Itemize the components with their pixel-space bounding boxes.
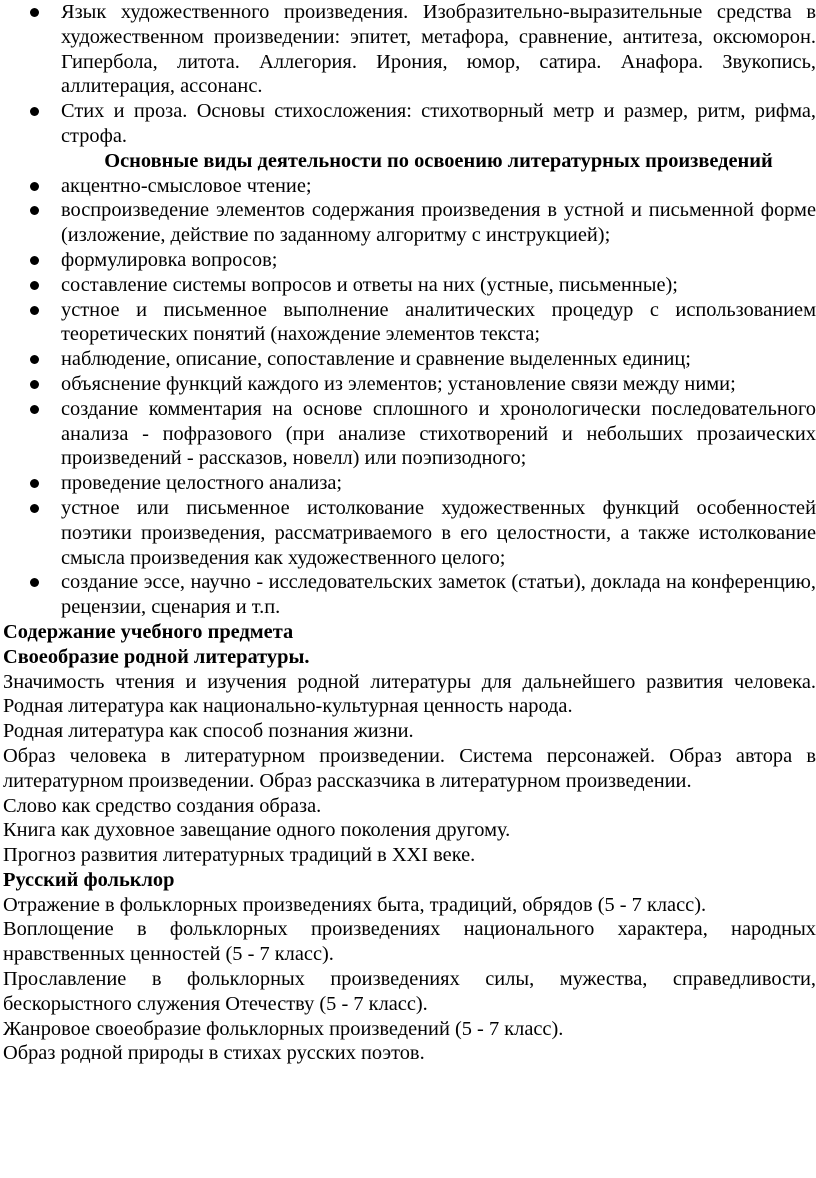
paragraph: Родная литература как способ познания жизни. — [3, 720, 414, 743]
list-item: устное и письменное выполнение аналитических процедур с использованием теоретических понятий (нахождение элементов текста; — [3, 298, 816, 348]
activities-list — [3, 174, 816, 620]
paragraph: Значимость чтения и изучения родной литературы для дальнейшего развития человека. Родная литература как национально-культурная ценность народа. — [3, 670, 816, 718]
paragraph: Прославление в фольклорных произведениях силы, мужества, справедливости, бескорыстного служения Отечеству (5 - 7 класс). — [3, 968, 816, 1015]
activities-heading: Основные виды деятельности по освоению литературных произведений — [104, 149, 773, 172]
paragraph: Воплощение в фольклорных произведениях национального характера, народных нравственных ценностей (5 - 7 класс). — [3, 918, 816, 966]
list-item: воспроизведение элементов содержания произведения в устной и письменной форме (изложение, действие по заданному алгоритму с инструкцией); — [3, 198, 816, 248]
list-item: создание эссе, научно - исследовательских заметок (статьи), доклада на конференцию, рецензии, сценария и т.п. — [3, 570, 816, 620]
list-item: устное или письменное истолкование художественных функций особенностей поэтики произведения, рассматриваемого в его целостности, а также истолкование смысла произведения как художественного целого; — [3, 496, 816, 570]
paragraph: Книга как духовное завещание одного поколения другому. — [3, 819, 511, 842]
content-heading: Содержание учебного предмета — [3, 620, 294, 643]
paragraph: Прогноз развития литературных традиций в XXI веке. — [3, 844, 476, 867]
list-item: составление системы вопросов и ответы на них (устные, письменные); — [3, 273, 816, 298]
list-item: объяснение функций каждого из элементов; установление связи между ними; — [3, 372, 816, 397]
paragraph: Образ родной природы в стихах русских поэтов. — [3, 1042, 425, 1065]
section-heading: Своеобразие родной литературы. — [3, 645, 310, 668]
list-item: наблюдение, описание, сопоставление и сравнение выделенных единиц; — [3, 347, 816, 372]
list-item: создание комментария на основе сплошного и хронологически последовательного анализа - пофразового (при анализе стихотворений и небольших прозаических произведений - рассказов, новелл) или поэпизодного; — [3, 397, 816, 471]
list-item: проведение целостного анализа; — [3, 471, 816, 496]
paragraph: Слово как средство создания образа. — [3, 794, 322, 817]
paragraph: Отражение в фольклорных произведениях быта, традиций, обрядов (5 - 7 класс). — [3, 893, 707, 916]
section-heading: Русский фольклор — [3, 868, 175, 891]
list-item: акцентно-смысловое чтение; — [3, 174, 816, 199]
list-item: Стих и проза. Основы стихосложения: стихотворный метр и размер, ритм, рифма, строфа. — [3, 99, 816, 149]
list-item: формулировка вопросов; — [3, 248, 816, 273]
paragraph: Жанровое своеобразие фольклорных произведений (5 - 7 класс). — [3, 1017, 564, 1040]
paragraph: Образ человека в литературном произведении. Система персонажей. Образ автора в литературном произведении. Образ рассказчика в литературном произведении. — [3, 744, 816, 792]
list-item: Язык художественного произведения. Изобразительно-выразительные средства в художественном произведении: эпитет, метафора, сравнение, антитеза, оксюморон. Гипербола, литота. Аллегория. Ирония, юмор, сатира. Анафора. Звукопись, аллитерация, ассонанс. — [3, 0, 816, 99]
top-bullet-list — [3, 0, 816, 149]
